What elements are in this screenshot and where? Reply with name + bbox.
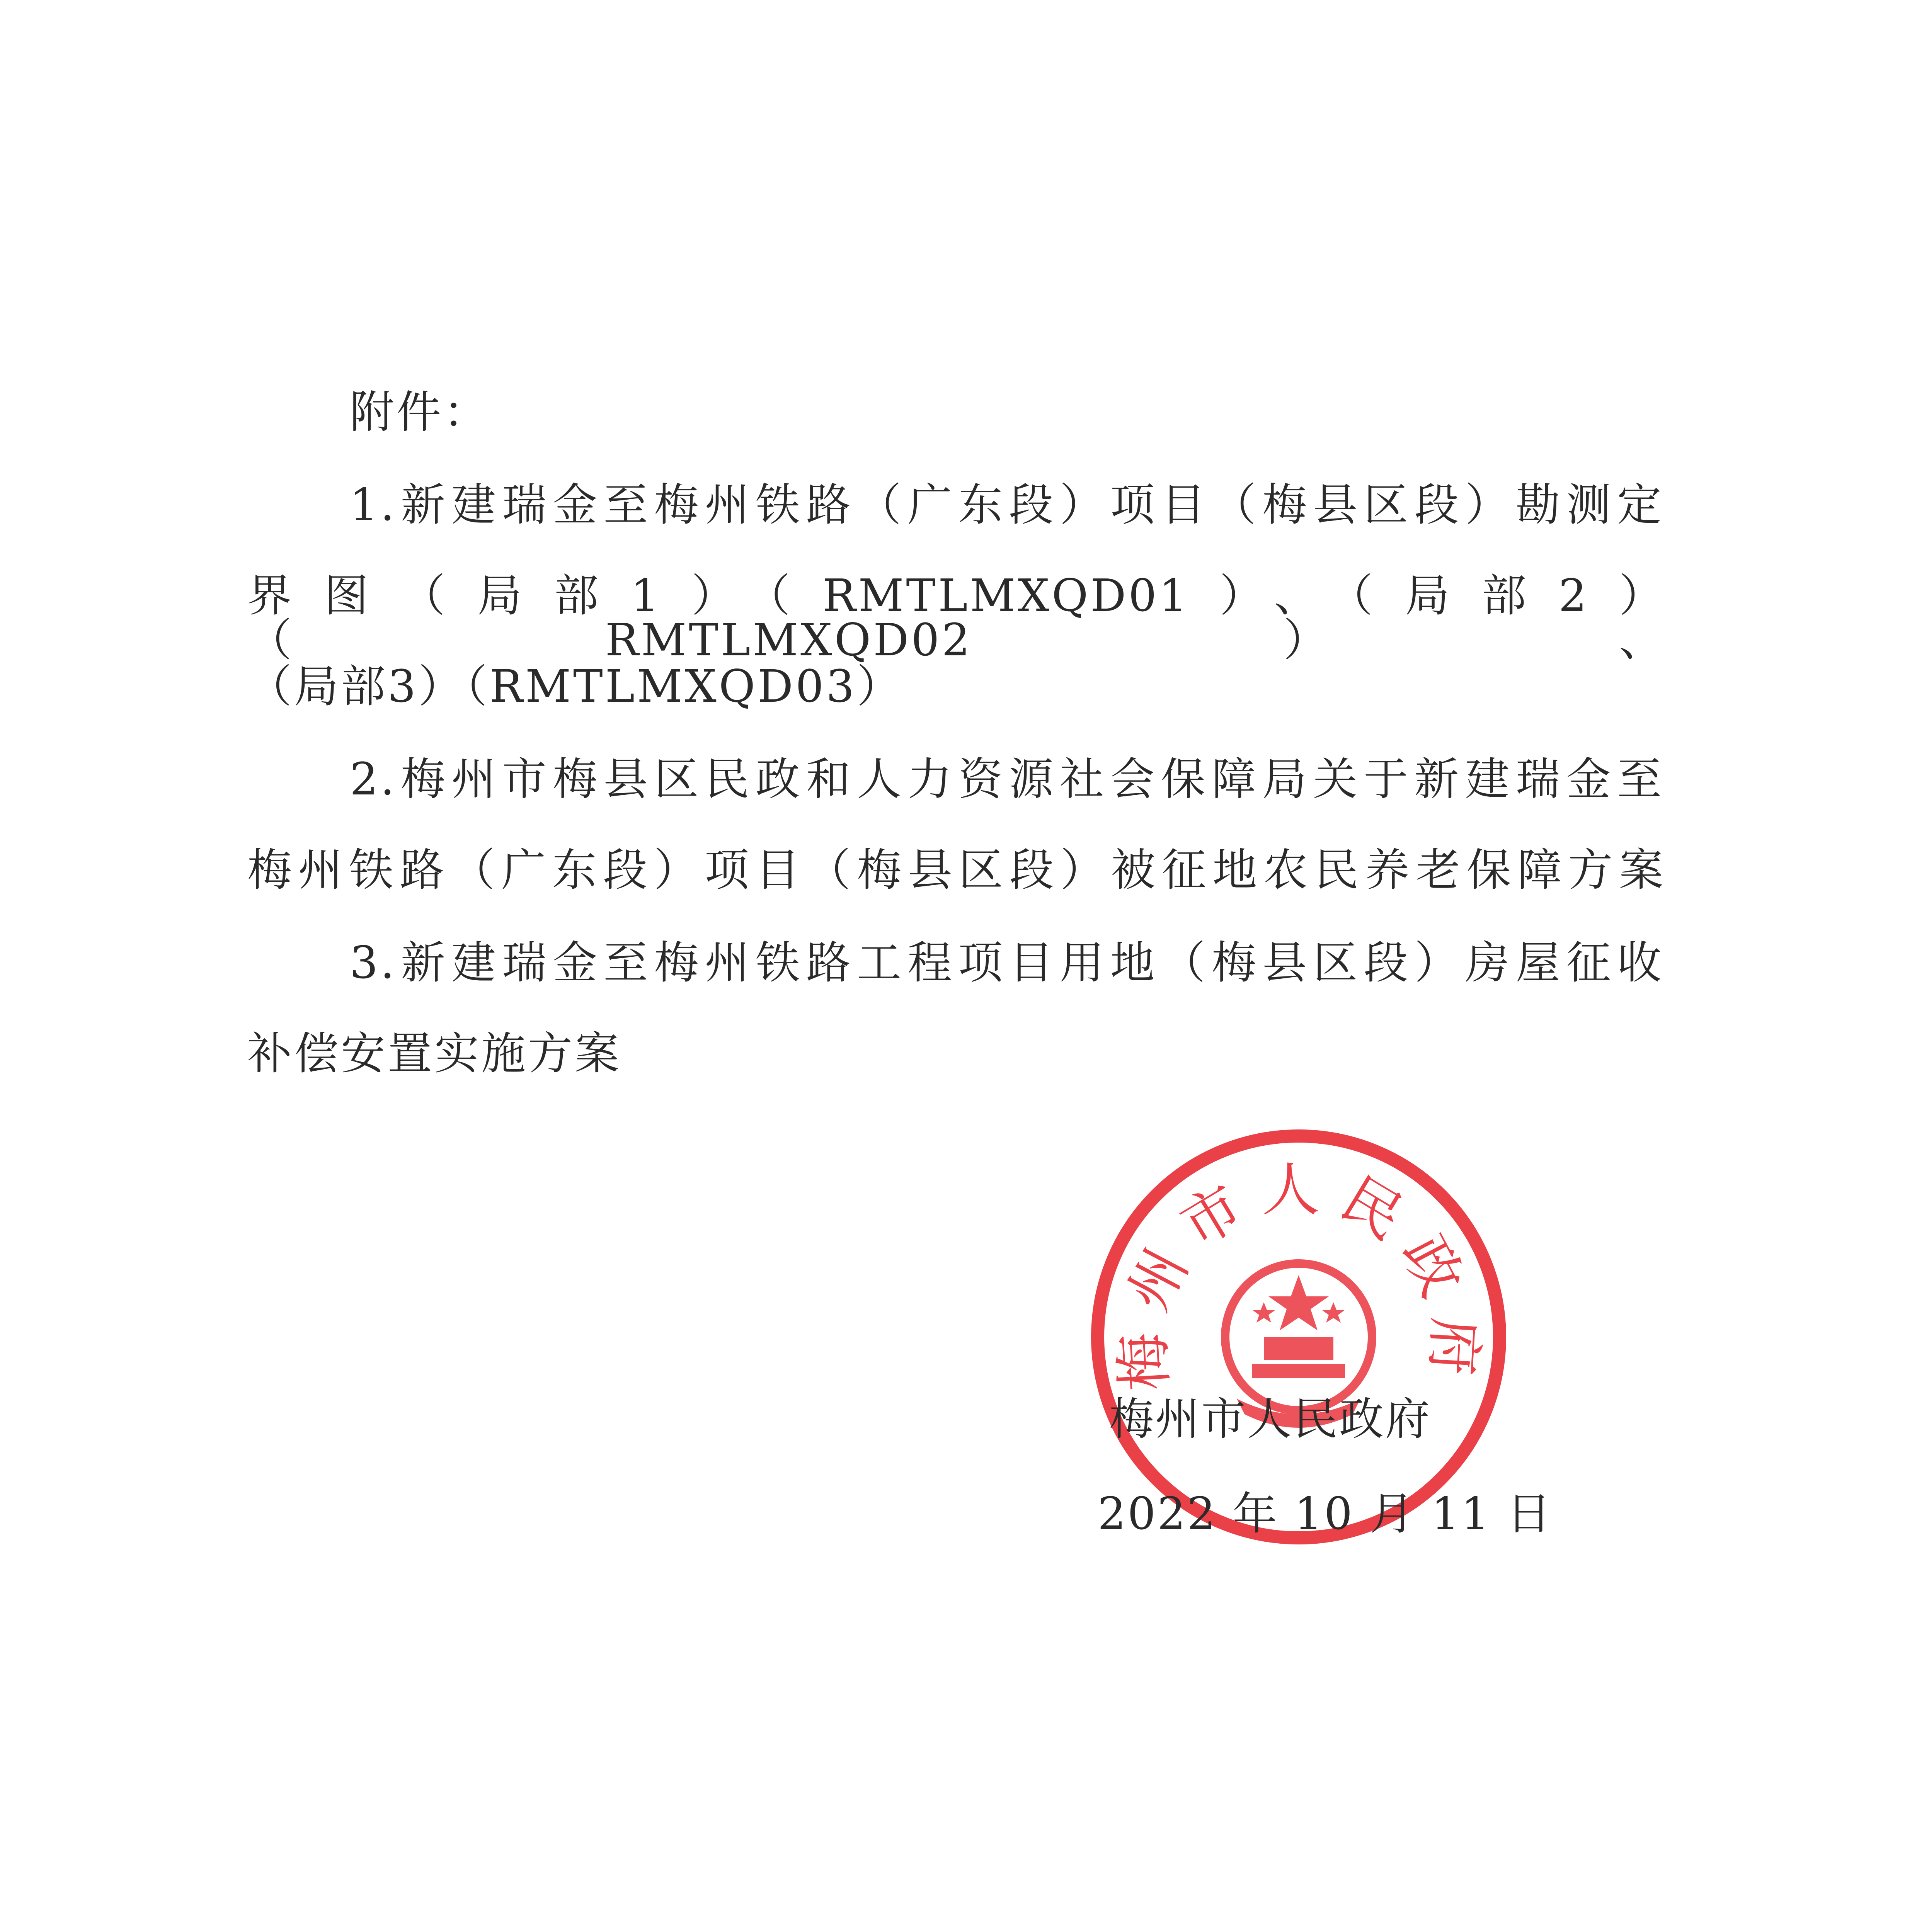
attachment-item-1-line-2: 界图（局部1）（RMTLMXQD01）、（局部2）（RMTLMXQD02）、 (247, 570, 1666, 666)
attachment-item-2-line-2: 梅州铁路（广东段）项目（梅县区段）被征地农民养老保障方案 (247, 844, 1666, 896)
attachment-item-1-line-3: （局部3）（RMTLMXQD03） (247, 661, 904, 713)
attachment-item-2-line-1: 2.梅州市梅县区民政和人力资源社会保障局关于新建瑞金至 (350, 753, 1664, 805)
svg-text:梅州市人民政府: 梅州市人民政府 (1108, 1156, 1489, 1393)
signature-organization: 梅州市人民政府 (1109, 1393, 1432, 1445)
signature-date: 2022 年 10 月 11 日 (1098, 1488, 1553, 1540)
attachments-heading: 附件： (350, 386, 490, 438)
attachment-item-1-line-1: 1.新建瑞金至梅州铁路（广东段）项目（梅县区段）勘测定 (350, 479, 1664, 531)
attachment-item-3-line-1: 3.新建瑞金至梅州铁路工程项目用地（梅县区段）房屋征收 (350, 937, 1664, 989)
attachment-item-3-line-2: 补偿安置实施方案 (247, 1028, 622, 1080)
